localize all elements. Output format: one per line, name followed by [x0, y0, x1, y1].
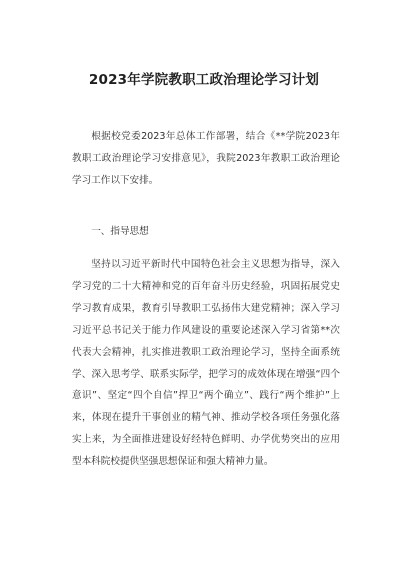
- document-title: 2023年学院教职工政治理论学习计划: [88, 72, 320, 88]
- guiding-thought-block: [72, 254, 340, 473]
- section-heading-block: [72, 221, 340, 243]
- section-heading: 一、指导思想: [91, 226, 149, 237]
- intro-paragraph: 根据校党委2023年总体工作部署，结合《**学院2023年教职工政治理论学习安排意见》，我院2023年教职工政治理论学习工作以下安排。: [72, 131, 340, 186]
- guiding-thought-paragraph: 坚持以习近平新时代中国特色社会主义思想为指导，深入学习党的二十大精神和党的百年奋斗历史经验，巩固拓展党史学习教育成果，教育引导教职工弘扬伟大建党精神；深入学习习近平总书记关于能力作风建设的重要论述深入学习省第**次代表大会精神，扎实推进教职工政治理论学习，坚持全面系统学、深入思考学、联系实际学，把学习的成效体现在增强“四个意识”、坚定“四个自信”捍卫“两个确立”、践行“两个维护”上来，体现在提升干事创业的精气神、推动学校各项任务强化落实上来，为全面推进建设好经特色鲜明、办学优势突出的应用型本科院校提供坚强思想保证和强大精神力量。: [72, 259, 340, 468]
- intro-paragraph-block: [72, 126, 340, 192]
